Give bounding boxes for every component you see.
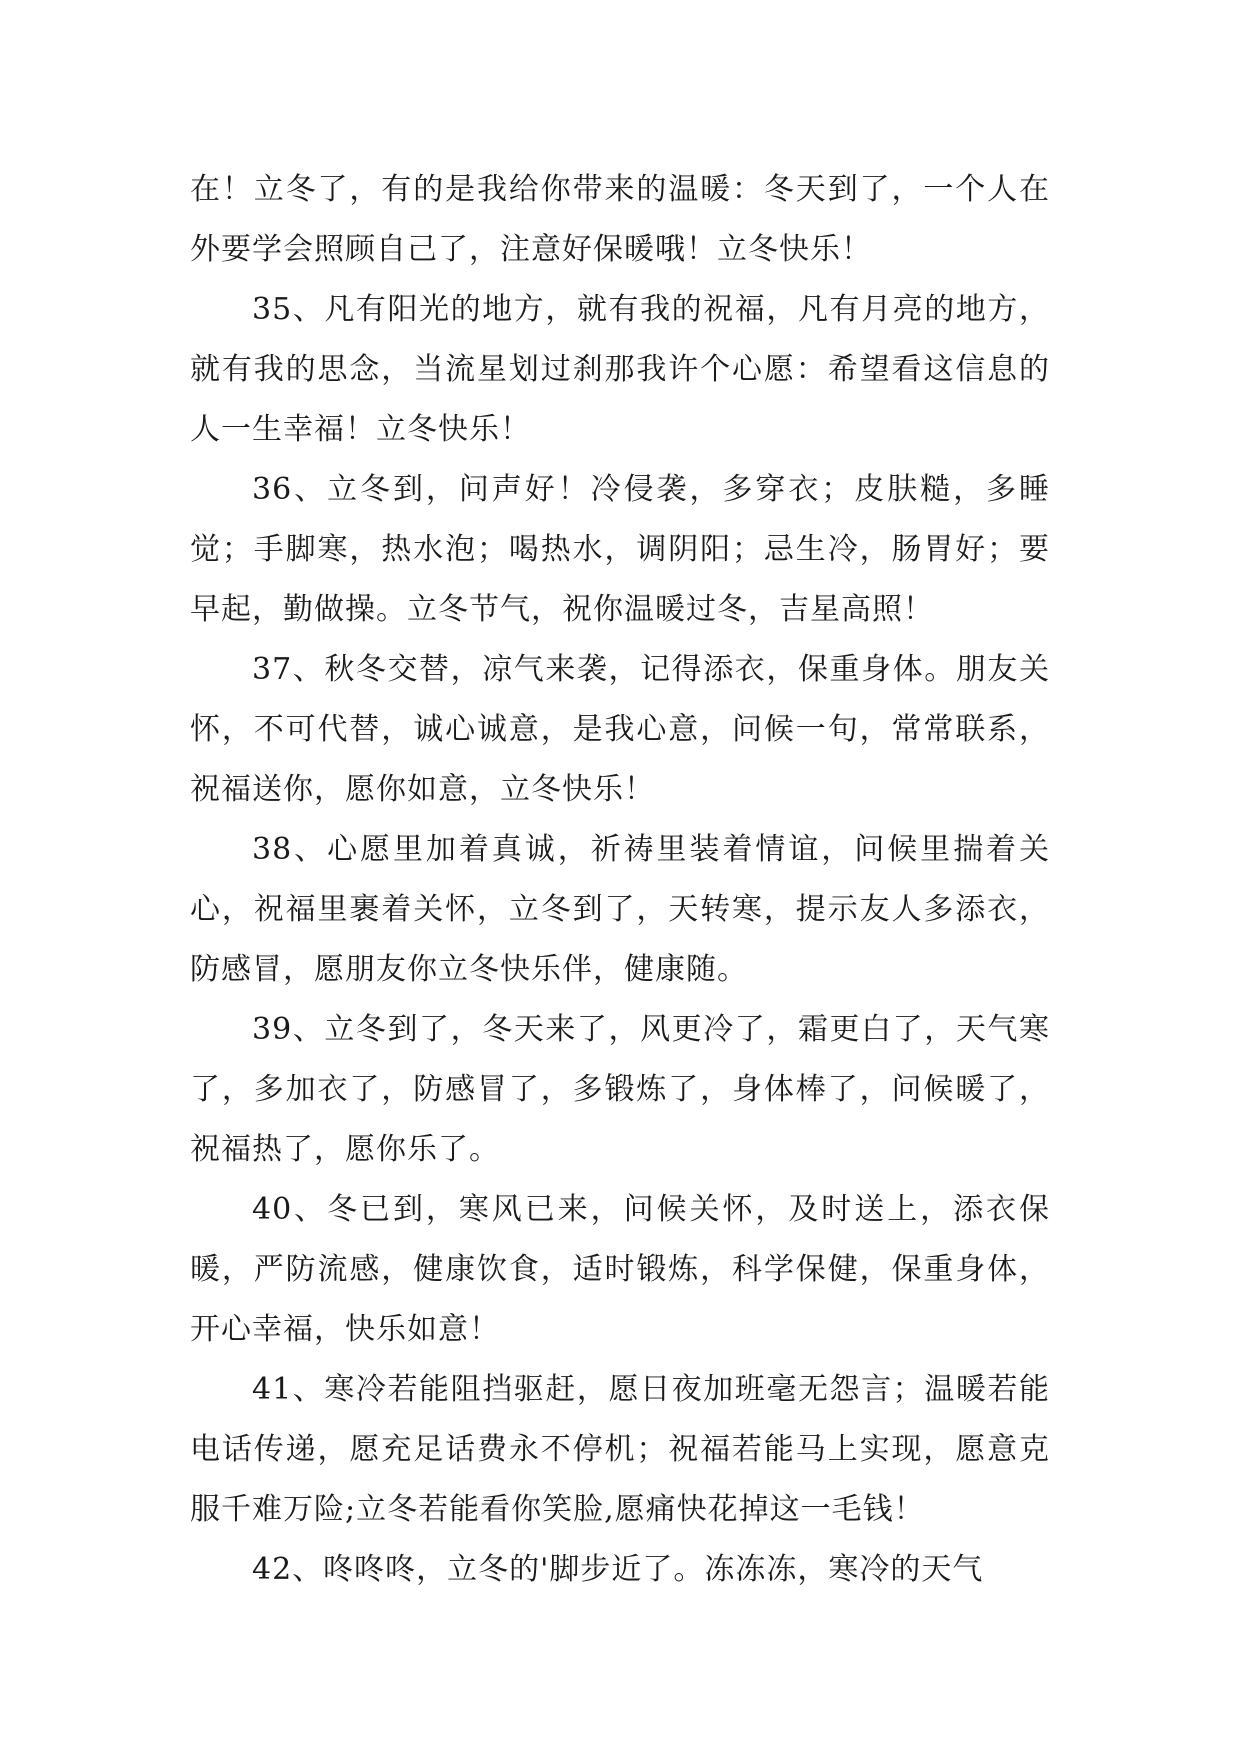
- paragraph-42: 42、咚咚咚，立冬的'脚步近了。冻冻冻，寒冷的天气: [252, 1552, 984, 1587]
- document-body: [190, 160, 1050, 1600]
- paragraph-35: 35、凡有阳光的地方，就有我的祝福，凡有月亮的地方，就有我的思念，当流星划过刹那我许个心愿：希望看这信息的人一生幸福！立冬快乐！: [190, 292, 1050, 447]
- paragraph-38: 38、心愿里加着真诚，祈祷里装着情谊，问候里揣着关心，祝福里裹着关怀，立冬到了，天转寒，提示友人多添衣，防感冒，愿朋友你立冬快乐伴，健康随。: [190, 832, 1050, 987]
- paragraph-36: 36、立冬到，问声好！冷侵袭，多穿衣；皮肤糙，多睡觉；手脚寒，热水泡；喝热水，调阴阳；忌生冷，肠胃好；要早起，勤做操。立冬节气，祝你温暖过冬，吉星高照！: [190, 472, 1050, 627]
- paragraph-39: 39、立冬到了，冬天来了，风更冷了，霜更白了，天气寒了，多加衣了，防感冒了，多锻炼了，身体棒了，问候暖了，祝福热了，愿你乐了。: [190, 1012, 1050, 1167]
- paragraph-continuation: 在！立冬了，有的是我给你带来的温暖：冬天到了，一个人在外要学会照顾自己了，注意好保暖哦！立冬快乐！: [190, 172, 1050, 267]
- paragraph-37: 37、秋冬交替，凉气来袭，记得添衣，保重身体。朋友关怀，不可代替，诚心诚意，是我心意，问候一句，常常联系，祝福送你，愿你如意，立冬快乐！: [190, 652, 1050, 807]
- paragraph-40: 40、冬已到，寒风已来，问候关怀，及时送上，添衣保暖，严防流感，健康饮食，适时锻炼，科学保健，保重身体，开心幸福，快乐如意！: [190, 1192, 1050, 1347]
- paragraph-41: 41、寒冷若能阻挡驱赶，愿日夜加班毫无怨言；温暖若能电话传递，愿充足话费永不停机；祝福若能马上实现，愿意克服千难万险;立冬若能看你笑脸,愿痛快花掉这一毛钱！: [190, 1372, 1050, 1527]
